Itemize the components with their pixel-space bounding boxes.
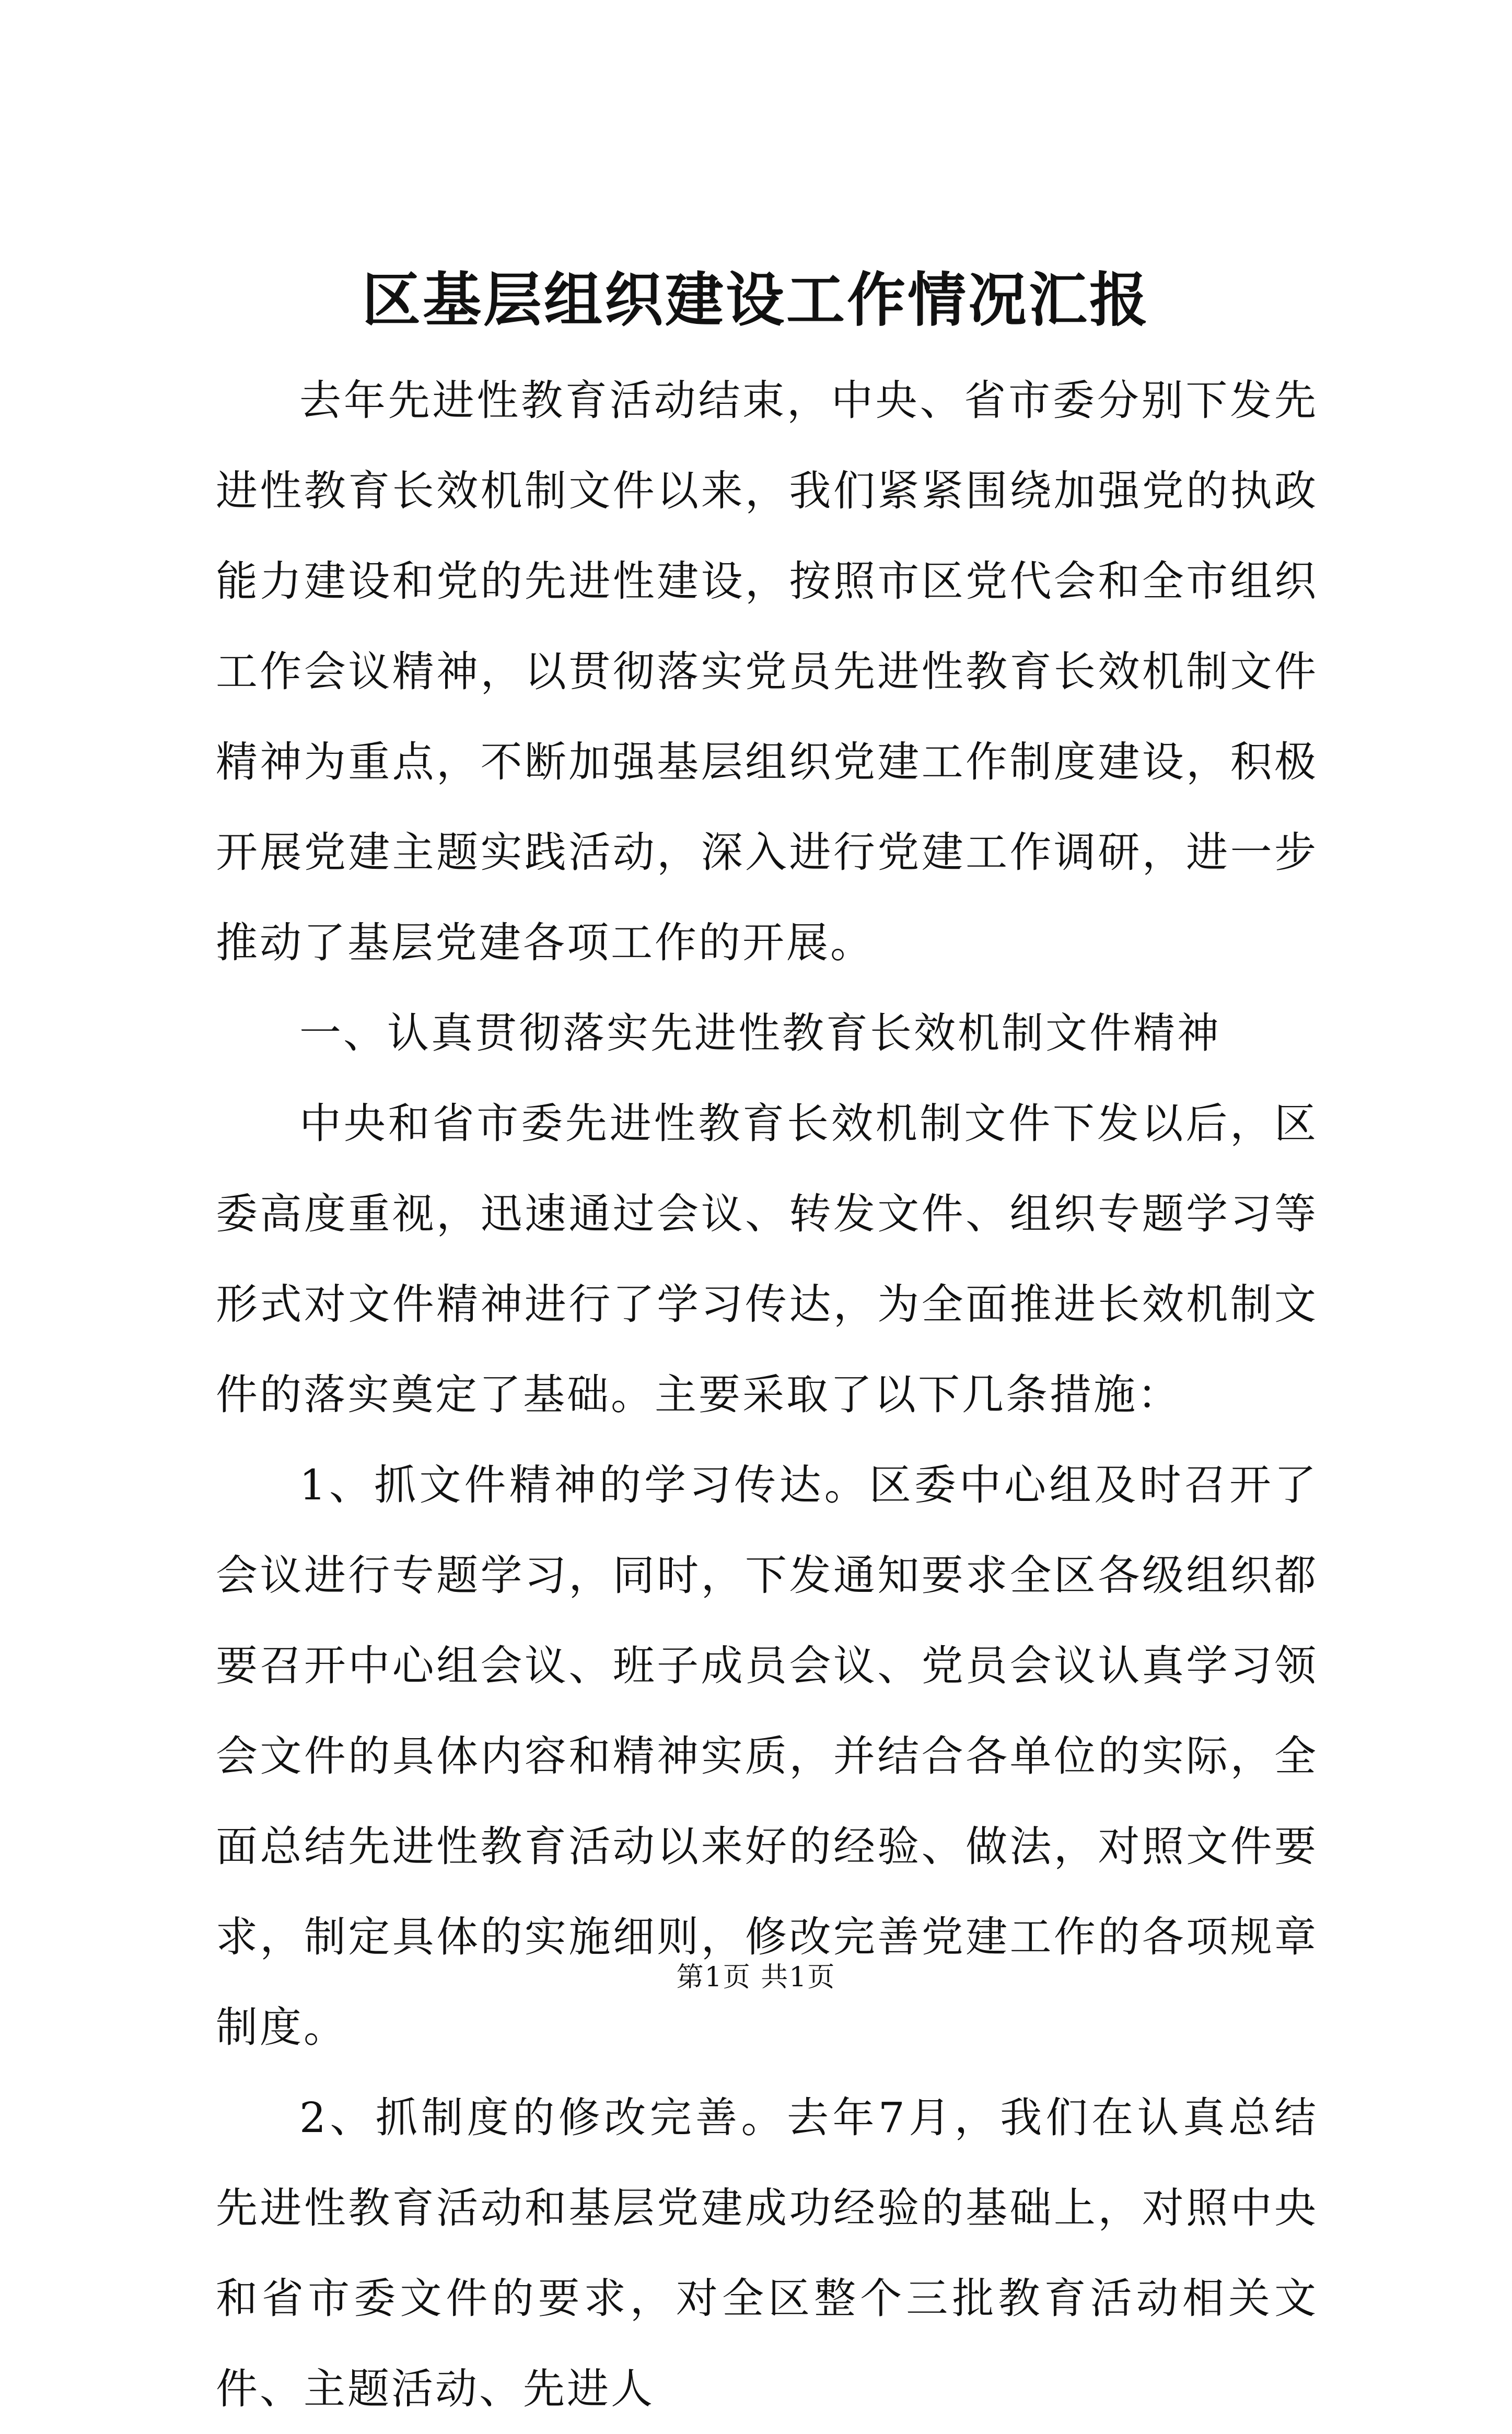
paragraph-item-1: 1、抓文件精神的学习传达。区委中心组及时召开了会议进行专题学习，同时，下发通知要求全区各级组织都要召开中心组会议、班子成员会议、党员会议认真学习领会文件的具体内容和精神实质，并结合各单位的实际，全面总结先进性教育活动以来好的经验、做法，对照文件要求，制定具体的实施细则，修改完善党建工作的各项规章制度。	[216, 1461, 1318, 2052]
paragraph-intro: 去年先进性教育活动结束，中央、省市委分别下发先进性教育长效机制文件以来，我们紧紧围绕加强党的执政能力建设和党的先进性建设，按照市区党代会和全市组织工作会议精神，以贯彻落实党员先进性教育长效机制文件精神为重点，不断加强基层组织党建工作制度建设，积极开展党建主题实践活动，深入进行党建工作调研，进一步推动了基层党建各项工作的开展。	[216, 376, 1318, 967]
document-title: 区基层组织建设工作情况汇报	[362, 266, 1150, 334]
section-heading-1: 一、认真贯彻落实先进性教育长效机制文件精神	[299, 1009, 1221, 1057]
paragraph-item-2: 2、抓制度的修改完善。去年7月，我们在认真总结先进性教育活动和基层党建成功经验的基础上，对照中央和省市委文件的要求，对全区整个三批教育活动相关文件、主题活动、先进人	[216, 2093, 1318, 2413]
page-footer: 第1页 共1页	[676, 1962, 836, 1993]
paragraph-section-1: 中央和省市委先进性教育长效机制文件下发以后，区委高度重视，迅速通过会议、转发文件、组织专题学习等形式对文件精神进行了学习传达，为全面推进长效机制文件的落实奠定了基础。主要采取了以下几条措施：	[216, 1099, 1318, 1419]
document-body	[216, 355, 1318, 2434]
